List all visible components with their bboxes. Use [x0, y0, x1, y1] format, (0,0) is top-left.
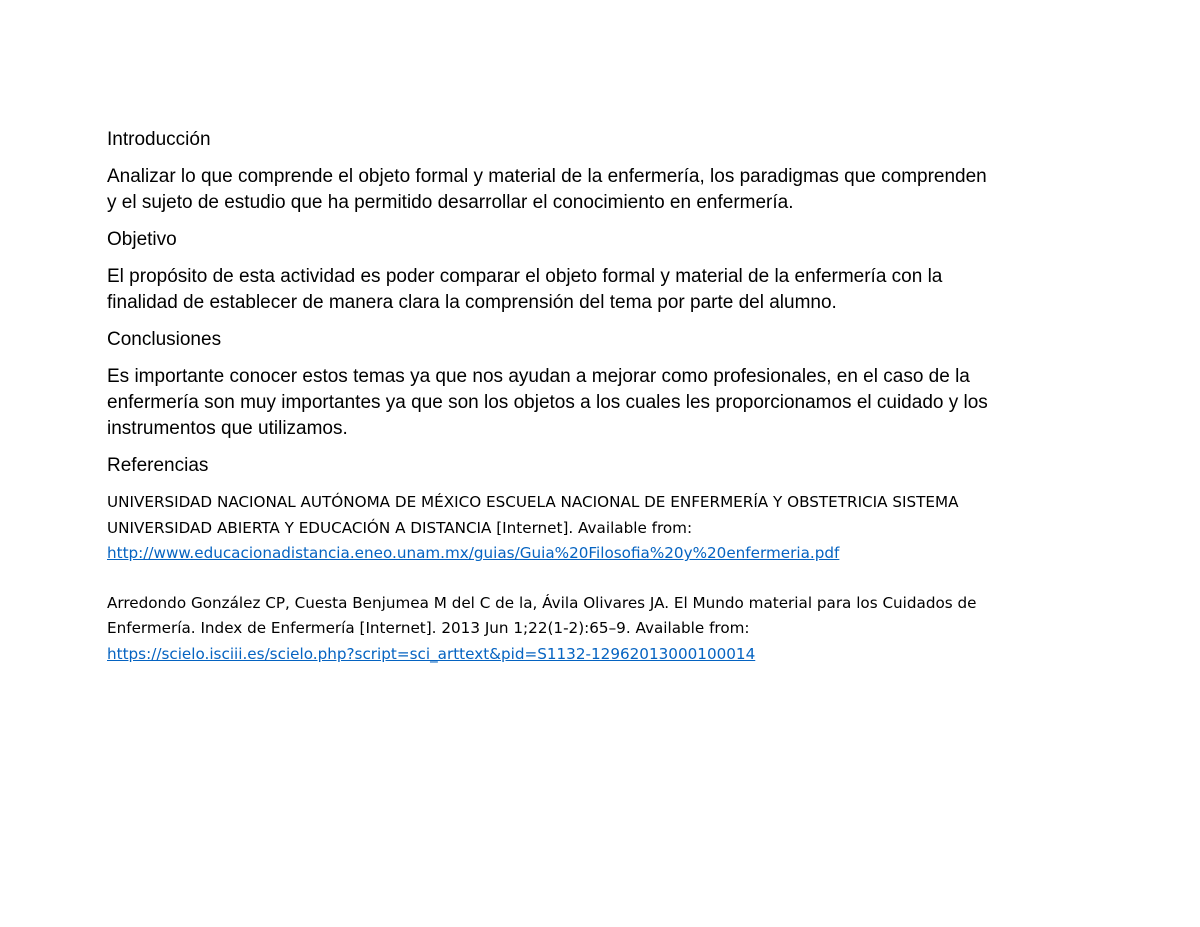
paragraph-line: El propósito de esta actividad es poder comparar el objeto formal y material de la enfermería con la [107, 266, 943, 287]
section-objetivo [107, 227, 1107, 316]
reference-line: Enfermería. Index de Enfermería [Internet]. 2013 Jun 1;22(1-2):65–9. Available from: [107, 619, 750, 637]
paragraph-line: y el sujeto de estudio que ha permitido desarrollar el conocimiento en enfermería. [107, 192, 794, 213]
document-page [107, 127, 1107, 667]
section-referencias [107, 453, 1107, 667]
section-body-introduccion [107, 164, 1107, 216]
section-body-objetivo [107, 264, 1107, 316]
reference-entry-2 [107, 591, 1107, 668]
section-heading-introduccion: Introducción [107, 129, 211, 150]
reference-link[interactable]: https://scielo.isciii.es/scielo.php?script=sci_arttext&pid=S1132-12962013000100014 [107, 644, 756, 663]
section-heading-referencias: Referencias [107, 455, 209, 476]
reference-link-line [107, 642, 1107, 668]
reference-spacer [107, 567, 1107, 591]
reference-link[interactable]: http://www.educacionadistancia.eneo.unam.mx/guias/Guia%20Filosofia%20y%20enfermeria.pdf [107, 544, 840, 562]
section-heading-objetivo: Objetivo [107, 229, 177, 250]
paragraph-line: finalidad de establecer de manera clara la comprensión del tema por parte del alumno. [107, 292, 837, 313]
reference-line: UNIVERSIDAD NACIONAL AUTÓNOMA DE MÉXICO ESCUELA NACIONAL DE ENFERMERÍA Y OBSTETRICIA SISTEMA [107, 493, 959, 511]
paragraph-line: instrumentos que utilizamos. [107, 418, 348, 439]
section-heading-conclusiones: Conclusiones [107, 329, 222, 350]
reference-link-line [107, 541, 1107, 567]
section-introduccion [107, 127, 1107, 216]
reference-line: UNIVERSIDAD ABIERTA Y EDUCACIÓN A DISTANCIA [Internet]. Available from: [107, 518, 693, 537]
reference-line: Arredondo González CP, Cuesta Benjumea M del C de la, Ávila Olivares JA. El Mundo material para los Cuidados de [107, 593, 977, 612]
paragraph-line: Analizar lo que comprende el objeto formal y material de la enfermería, los paradigmas que comprenden [107, 166, 987, 187]
reference-entry-1 [107, 490, 1107, 567]
paragraph-line: enfermería son muy importantes ya que son los objetos a los cuales les proporcionamos el cuidado y los [107, 392, 988, 413]
paragraph-line: Es importante conocer estos temas ya que nos ayudan a mejorar como profesionales, en el caso de la [107, 366, 970, 387]
section-conclusiones [107, 327, 1107, 442]
section-body-conclusiones [107, 364, 1107, 442]
